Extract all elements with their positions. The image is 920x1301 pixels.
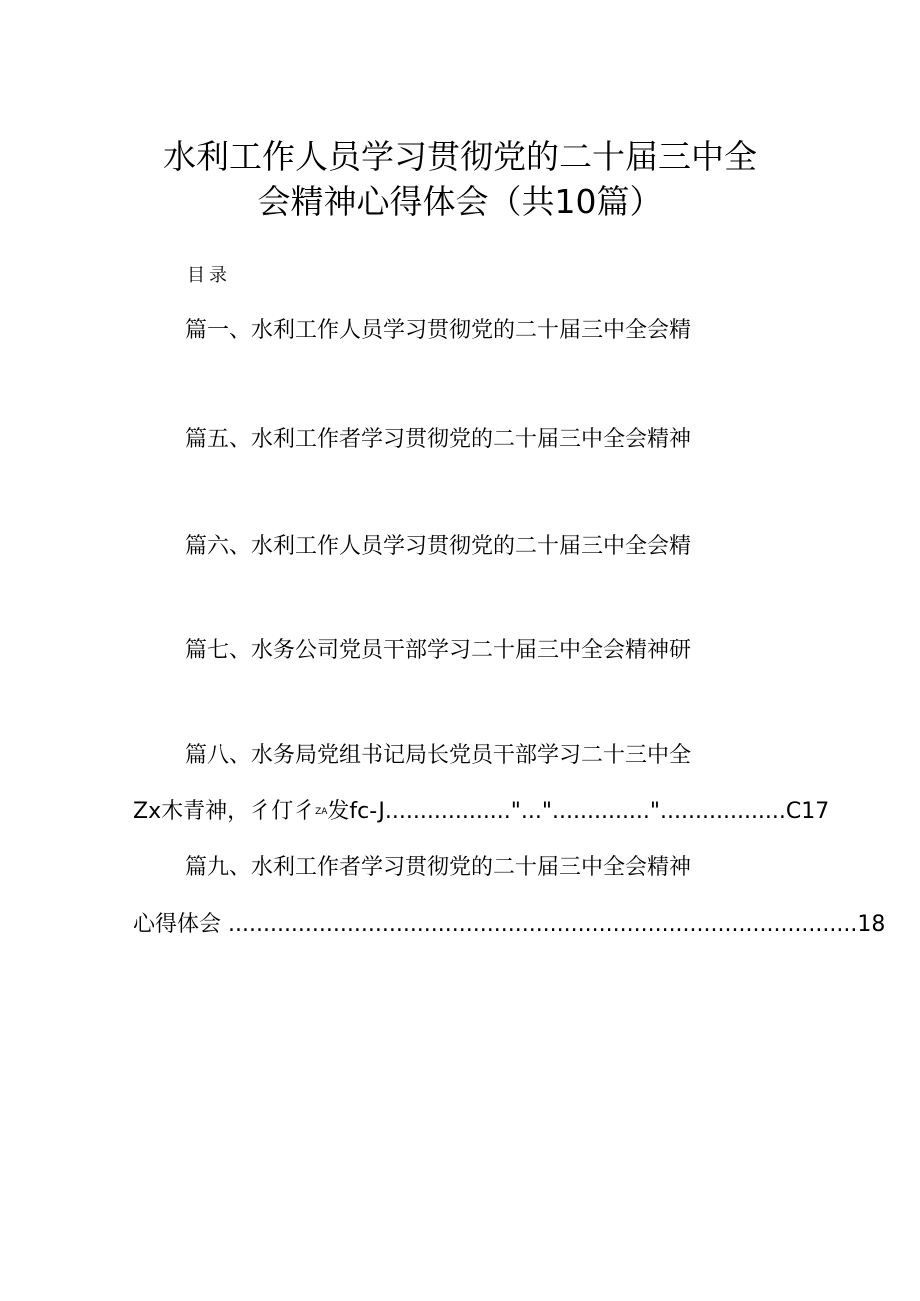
toc-heading: 目录 <box>187 265 231 286</box>
toc-entry-9[interactable]: 篇九、水利工作者学习贯彻党的二十届三中全会精神 <box>185 855 692 880</box>
toc-entry-8[interactable]: 篇八、水务局党组书记局长党员干部学习二十三中全 <box>185 743 692 768</box>
toc-entry-8-continuation[interactable] <box>133 797 829 827</box>
toc-entry-8-page-ref: 发fc-J.................."...".............."..................C17 <box>327 799 830 824</box>
toc-entry-6[interactable]: 篇六、水利工作人员学习贯彻党的二十届三中全会精 <box>185 534 692 559</box>
toc-entry-9-continuation[interactable]: 心得体会 ..........................................................................................18 <box>133 912 886 937</box>
toc-entry-5[interactable]: 篇五、水利工作者学习贯彻党的二十届三中全会精神 <box>185 427 692 452</box>
toc-entry-8-continuation-text: Zx木青神，彳仃彳 <box>133 799 316 824</box>
toc-entry-1[interactable]: 篇一、水利工作人员学习贯彻党的二十届三中全会精 <box>185 318 692 343</box>
document-title-line-2: 会精神心得体会（共10篇） <box>257 182 663 221</box>
document-title-line-1: 水利工作人员学习贯彻党的二十届三中全 <box>163 137 757 176</box>
toc-entry-7[interactable]: 篇七、水务公司党员干部学习二十届三中全会精神研 <box>185 638 692 663</box>
toc-entry-8-small-glyph: ZA <box>315 807 328 817</box>
